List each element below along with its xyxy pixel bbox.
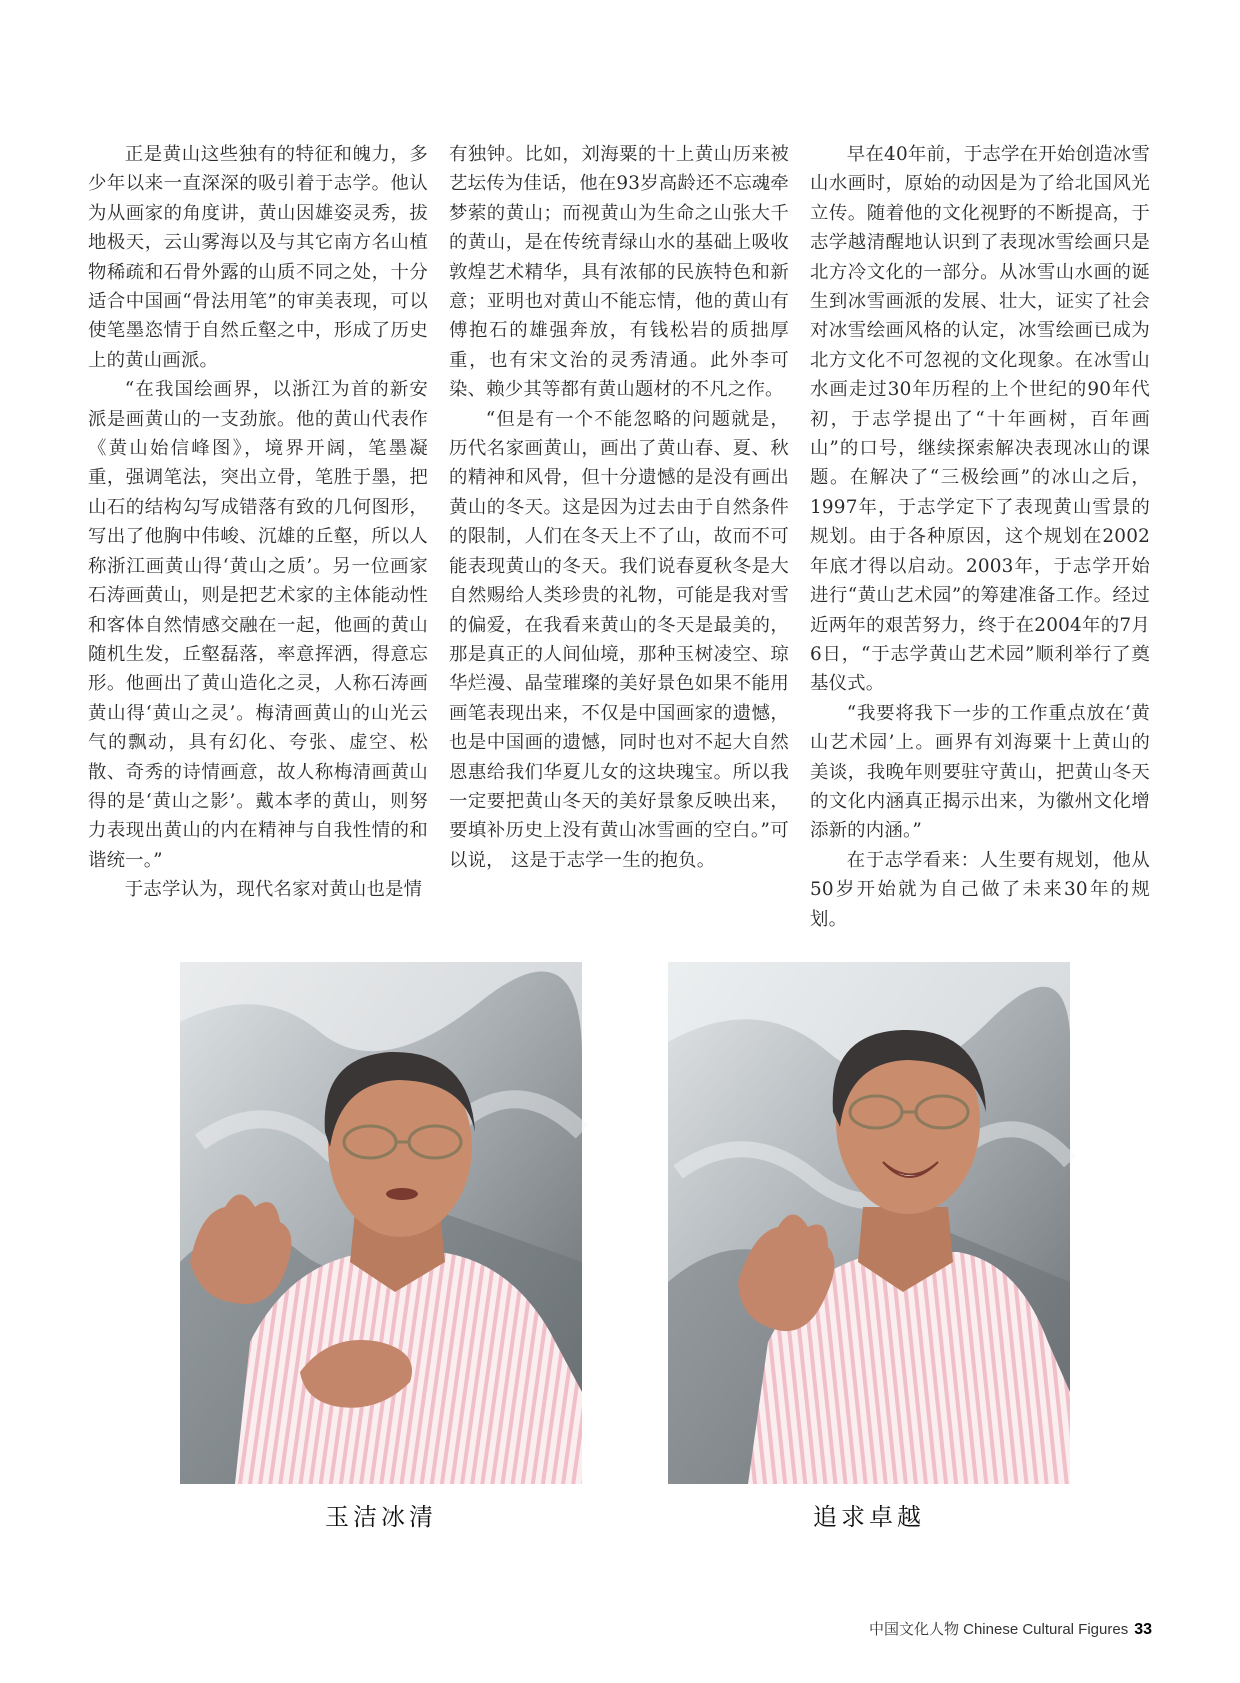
paragraph: 于志学认为，现代名家对黄山也是情: [124, 879, 423, 901]
paragraph: “但是有一个不能忽略的问题就是，历代名家画黄山，画出了黄山春、夏、秋的精神和风骨，但十分遗憾的是没有画出黄山的冬天。这是因为过去由于自然条件的限制，人们在冬天上不了山，故而不可能表现黄山的冬天。我们说春夏秋冬是大自然赐给人类珍贵的礼物，可能是我对雪的偏爱，在我看来黄山的冬天是最美的，那是真正的人间仙境，那种玉树凌空、琼华烂漫、晶莹璀璨的美好景色如果不能用画笔表现出来，不仅是中国画家的遗憾，也是中国画的遗憾，同时也对不起大自然恩惠给我们华夏儿女的这块瑰宝。所以我一定要把黄山冬天的美好景象反映出来，要填补历史上没有黄山冰雪画的空白。”可以说， 这是于志学一生的抱负。: [449, 408, 789, 871]
portrait-photo-right: [668, 962, 1070, 1484]
paragraph: 在于志学看来：人生要有规划，他从50岁开始就为自己做了未来30年的规划。: [810, 849, 1150, 930]
portrait-image: [668, 962, 1070, 1484]
paragraph: 有独钟。比如，刘海粟的十上黄山历来被艺坛传为佳话，他在93岁高龄还不忘魂牵梦萦的黄山；而视黄山为生命之山张大千的黄山，是在传统青绿山水的基础上吸收敦煌艺术精华，具有浓郁的民族特色和新意；亚明也对黄山不能忘情，他的黄山有傅抱石的雄强奔放，有钱松岩的质拙厚重，也有宋文治的灵秀清通。此外李可染、赖少其等都有黄山题材的不凡之作。: [449, 144, 789, 401]
paragraph: “在我国绘画界，以浙江为首的新安派是画黄山的一支劲旅。他的黄山代表作《黄山始信峰图》，境界开阔，笔墨凝重，强调笔法，突出立骨，笔胜于墨，把山石的结构勾写成错落有致的几何图形，写出了他胸中伟峻、沉雄的丘壑，所以人称浙江画黄山得‘黄山之质’。另一位画家石涛画黄山，则是把艺术家的主体能动性和客体自然情感交融在一起，他画的黄山随机生发，丘壑磊落，率意挥洒，得意忘形。他画出了黄山造化之灵，人称石涛画黄山得‘黄山之灵’。梅清画黄山的山光云气的飘动，具有幻化、夸张、虚空、松散、奇秀的诗情画意，故人称梅清画黄山得的是‘黄山之影’。戴本孝的黄山，则努力表现出黄山的内在精神与自我性情的和谐统一。”: [88, 379, 428, 871]
article-body: [88, 140, 1150, 930]
page-number: 33: [1134, 1621, 1152, 1638]
article-column-2: [449, 140, 789, 910]
article-column-3: [810, 140, 1150, 930]
page-footer: [869, 1618, 1152, 1639]
paragraph: 早在40年前，于志学在开始创造冰雪山水画时，原始的动因是为了给北国风光立传。随着他的文化视野的不断提高，于志学越清醒地认识到了表现冰雪绘画只是北方冷文化的一部分。从冰雪山水画的诞生到冰雪画派的发展、壮大，证实了社会对冰雪绘画风格的认定，冰雪绘画已成为北方文化不可忽视的文化现象。在冰雪山水画走过30年历程的上个世纪的90年代初，于志学提出了“十年画树，百年画山”的口号，继续探索解决表现冰山的课题。在解决了“三极绘画”的冰山之后，1997年，于志学定下了表现黄山雪景的规划。由于各种原因，这个规划在2002年底才得以启动。2003年，于志学开始进行“黄山艺术园”的筹建准备工作。经过近两年的艰苦努力，终于在2004年的7月6日，“于志学黄山艺术园”顺利举行了奠基仪式。: [810, 144, 1150, 695]
paragraph: “我要将我下一步的工作重点放在‘黄山艺术园’上。画界有刘海粟十上黄山的美谈，我晚年则要驻守黄山，把黄山冬天的文化内涵真正揭示出来，为徽州文化增添新的内涵。”: [810, 702, 1150, 842]
article-column-1: [88, 140, 428, 910]
photo-caption-left: 玉洁冰清: [325, 1503, 437, 1531]
magazine-name: 中国文化人物 Chinese Cultural Figures: [868, 1621, 1129, 1638]
portrait-image: [180, 962, 582, 1484]
paragraph: 正是黄山这些独有的特征和魄力，多少年以来一直深深的吸引着于志学。他认为从画家的角度讲，黄山因雄姿灵秀，拔地极天，云山雾海以及与其它南方名山植物稀疏和石骨外露的山质不同之处，十分适合中国画“骨法用笔”的审美表现，可以使笔墨恣情于自然丘壑之中，形成了历史上的黄山画派。: [88, 144, 428, 371]
photo-caption-right: 追求卓越: [813, 1503, 925, 1531]
portrait-photo-left: [180, 962, 582, 1484]
